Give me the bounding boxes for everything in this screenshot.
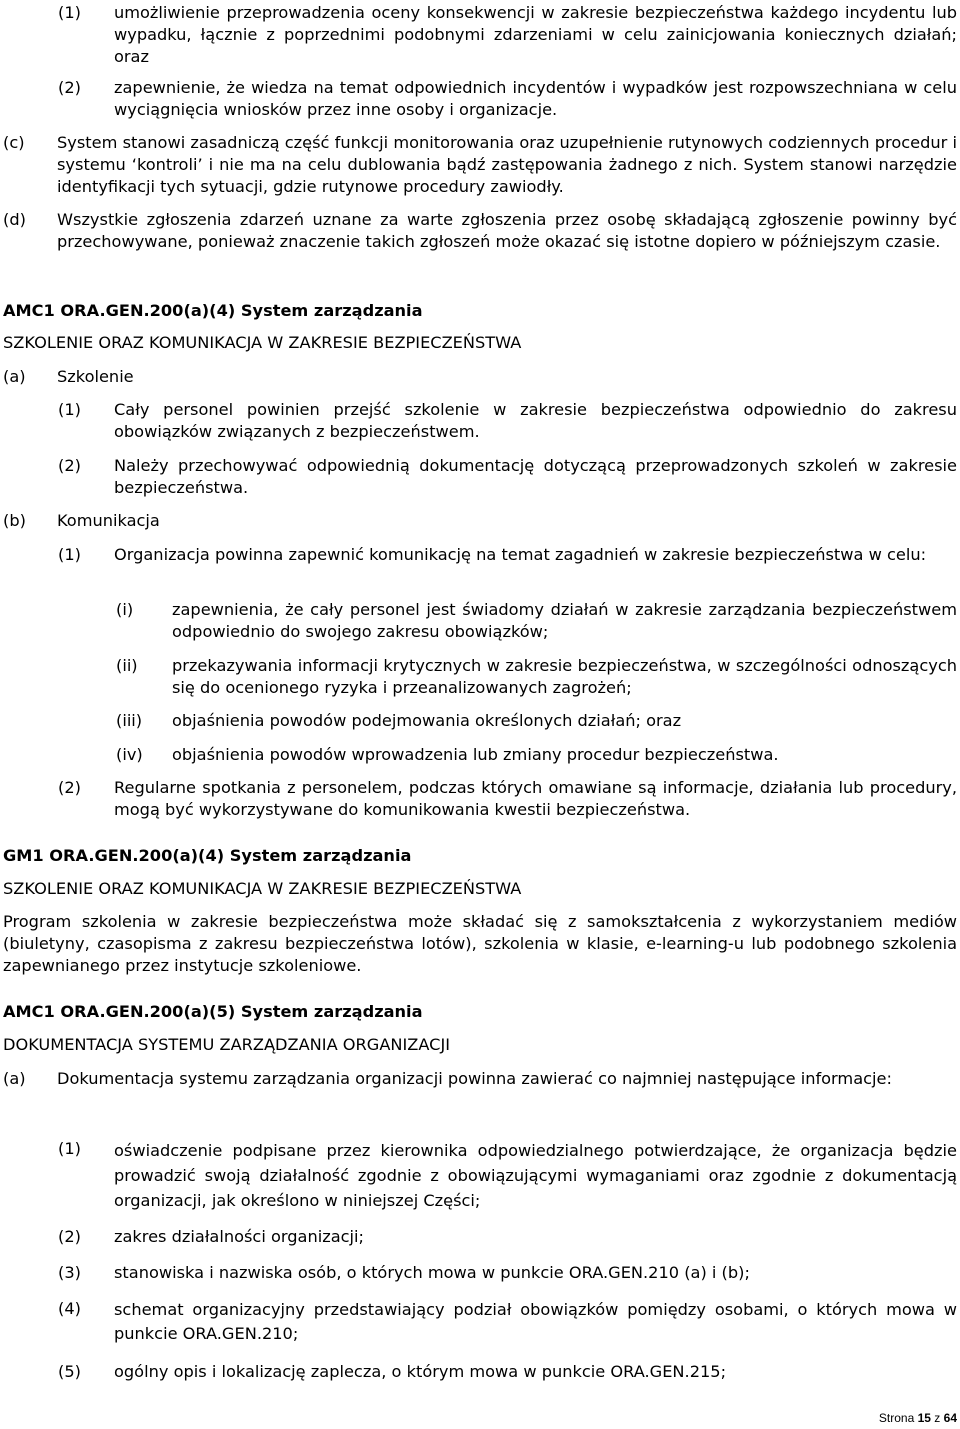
- section-heading: AMC1 ORA.GEN.200(a)(5) System zarządzania: [3, 1002, 423, 1021]
- subitem-label: (ii): [116, 656, 138, 675]
- item-text: zakres działalności organizacji;: [114, 1227, 364, 1246]
- item-text: Cały personel powinien przejść szkolenie w zakresie bezpieczeństwa odpowiednio do zakresu obowiązków związanych z bezpieczeństwem.: [114, 400, 957, 441]
- subitem-label: (iv): [116, 745, 143, 764]
- subitem-label: (iii): [116, 711, 143, 730]
- total-pages: 64: [943, 1411, 957, 1425]
- subitem-label: (i): [116, 600, 134, 619]
- item-text: schemat organizacyjny przedstawiający podział obowiązków pomiędzy osobami, o których mowa w punkcie ORA.GEN.210;: [114, 1300, 957, 1343]
- item-text: oświadczenie podpisane przez kierownika odpowiedzialnego potwierdzające, że organizacja będzie prowadzić swoją działalność zgodnie z obowiązującymi wymaganiami oraz zgodnie z dokumentacją organizacji, jak określono w niniejszej Części;: [114, 1141, 957, 1210]
- item-text: ogólny opis i lokalizację zaplecza, o którym mowa w punkcie ORA.GEN.215;: [114, 1362, 727, 1381]
- paragraph-text: Program szkolenia w zakresie bezpieczeństwa może składać się z samokształcenia z wykorzystaniem mediów (biuletyny, czasopisma z zakresu bezpieczeństwa lotów), szkolenia w klasie, e-learning-u lub podobnego szkolenia zapewnianego przez instytucje szkoleniowe.: [3, 912, 957, 975]
- item-title: Szkolenie: [57, 367, 134, 386]
- item-label: (2): [58, 78, 81, 97]
- subitem-text: zapewnienia, że cały personel jest świadomy działań w zakresie zarządzania bezpieczeństwem odpowiednio do swojego zakresu obowiązków;: [172, 600, 957, 641]
- subitem-text: objaśnienia powodów wprowadzenia lub zmiany procedur bezpieczeństwa.: [172, 745, 779, 764]
- item-label: (2): [58, 1227, 81, 1246]
- section-subheading: SZKOLENIE ORAZ KOMUNIKACJA W ZAKRESIE BEZPIECZEŃSTWA: [3, 879, 522, 898]
- page-separator: z: [934, 1411, 941, 1425]
- item-label: (4): [58, 1299, 81, 1318]
- item-label: (2): [58, 456, 81, 475]
- section-heading: GM1 ORA.GEN.200(a)(4) System zarządzania: [3, 846, 412, 865]
- subitem-text: objaśnienia powodów podejmowania określonych działań; oraz: [172, 711, 682, 730]
- item-text: zapewnienie, że wiedza na temat odpowiednich incydentów i wypadków jest rozpowszechniana w celu wyciągnięcia wniosków przez inne osoby i organizacje.: [114, 78, 957, 119]
- current-page: 15: [917, 1411, 931, 1425]
- item-label: (1): [58, 3, 81, 22]
- page-prefix: Strona: [878, 1411, 915, 1425]
- item-text: Regularne spotkania z personelem, podczas których omawiane są informacje, działania lub procedury, mogą być wykorzystywane do komunikowania kwestii bezpieczeństwa.: [114, 778, 957, 819]
- item-label: (b): [3, 511, 26, 530]
- item-label: (1): [58, 545, 81, 564]
- item-label: (a): [3, 367, 26, 386]
- section-subheading: DOKUMENTACJA SYSTEMU ZARZĄDZANIA ORGANIZACJI: [3, 1035, 451, 1054]
- item-text: Dokumentacja systemu zarządzania organizacji powinna zawierać co najmniej następujące informacje:: [57, 1069, 892, 1088]
- item-label: (1): [58, 400, 81, 419]
- item-text: Organizacja powinna zapewnić komunikację na temat zagadnień w zakresie bezpieczeństwa w celu:: [114, 545, 927, 564]
- item-text: umożliwienie przeprowadzenia oceny konsekwencji w zakresie bezpieczeństwa każdego incydentu lub wypadku, łącznie z poprzednimi podobnymi zdarzeniami w celu zainicjowania koniecznych działań; oraz: [114, 3, 957, 66]
- section-subheading: SZKOLENIE ORAZ KOMUNIKACJA W ZAKRESIE BEZPIECZEŃSTWA: [3, 333, 522, 352]
- item-label: (5): [58, 1362, 81, 1381]
- item-label: (2): [58, 778, 81, 797]
- item-label: (d): [3, 210, 26, 229]
- item-label: (3): [58, 1263, 81, 1282]
- item-label: (1): [58, 1139, 81, 1158]
- item-text: System stanowi zasadniczą część funkcji monitorowania oraz uzupełnienie rutynowych codziennych procedur i systemu ‘kontroli’ i nie ma na celu dublowania bądź zastępowania żadnego z nich. System stanowi narzędzie identyfikacji tych sytuacji, gdzie rutynowe procedury zawiodły.: [57, 133, 957, 196]
- item-text: Wszystkie zgłoszenia zdarzeń uznane za warte zgłoszenia przez osobę składającą zgłoszenie powinny być przechowywane, ponieważ znaczenie takich zgłoszeń może okazać się istotne dopiero w późniejszym czasie.: [57, 210, 957, 251]
- subitem-text: przekazywania informacji krytycznych w zakresie bezpieczeństwa, w szczególności odnoszących się do ocenionego ryzyka i przeanalizowanych zagrożeń;: [172, 656, 957, 697]
- item-label: (c): [3, 133, 25, 152]
- section-heading: AMC1 ORA.GEN.200(a)(4) System zarządzania: [3, 301, 423, 320]
- item-title: Komunikacja: [57, 511, 160, 530]
- item-text: stanowiska i nazwiska osób, o których mowa w punkcie ORA.GEN.210 (a) i (b);: [114, 1263, 750, 1282]
- page-number: [879, 1411, 957, 1425]
- item-text: Należy przechowywać odpowiednią dokumentację dotyczącą przeprowadzonych szkoleń w zakresie bezpieczeństwa.: [114, 456, 957, 497]
- item-label: (a): [3, 1069, 26, 1088]
